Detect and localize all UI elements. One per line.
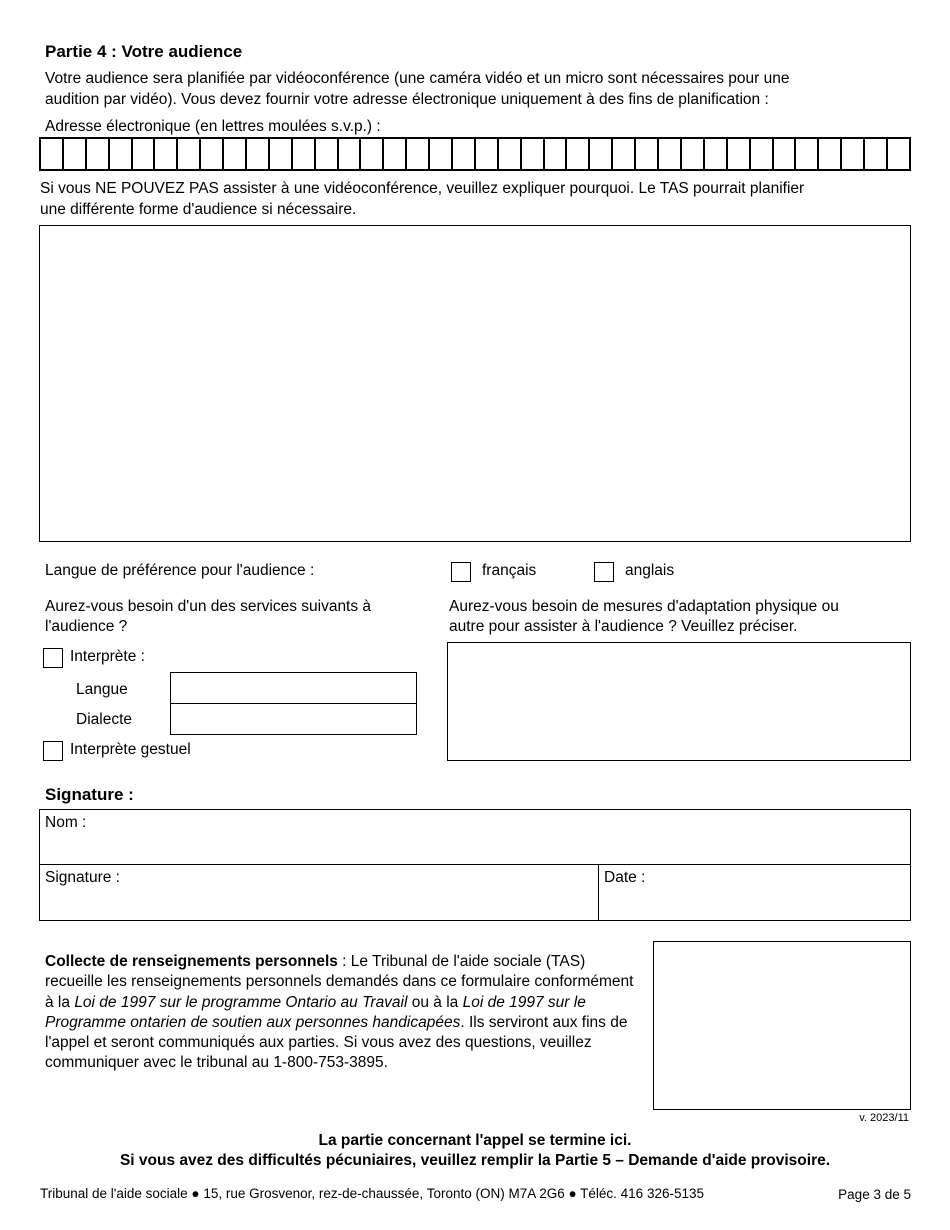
email-char-cell[interactable] [293,139,316,169]
section-title: Partie 4 : Votre audience [45,42,243,61]
email-char-cell[interactable] [384,139,407,169]
privacy-text-1: : Le Tribunal de l'aide sociale (TAS) recueille les renseignements personnels demandés dans ce formulaire conformément à la [45,953,634,1011]
dialecte-label: Dialecte [76,711,132,728]
services-question-line2: l'audience ? [45,618,128,635]
email-char-cell[interactable] [865,139,888,169]
dialecte-input[interactable] [170,703,417,735]
email-char-cell[interactable] [476,139,499,169]
privacy-title: Collecte de renseignements personnels [45,953,338,970]
name-field[interactable] [39,809,911,865]
email-char-cell[interactable] [888,139,909,169]
email-char-cell[interactable] [590,139,613,169]
email-char-cell[interactable] [247,139,270,169]
email-char-cell[interactable] [751,139,774,169]
sign-interpreter-checkbox[interactable] [43,741,63,761]
french-label: français [482,562,537,579]
email-char-cell[interactable] [545,139,568,169]
langue-input[interactable] [170,672,417,704]
accommodation-question-line1: Aurez-vous besoin de mesures d'adaptation physique ou [449,598,839,615]
intro-text-line1: Votre audience sera planifiée par vidéoconférence (une caméra vidéo et un micro sont nécessaires pour une [45,70,790,87]
footer-address: Tribunal de l'aide sociale ● 15, rue Grosvenor, rez-de-chaussée, Toronto (ON) M7A 2G6 ● Téléc. 416 326-5135 [40,1186,704,1201]
no-video-reason-textarea[interactable] [39,225,911,542]
office-use-box [653,941,911,1110]
services-question-line1: Aurez-vous besoin d'un des services suivants à [45,598,372,615]
email-char-cell[interactable] [774,139,797,169]
email-char-cell[interactable] [819,139,842,169]
privacy-text-2: ou à la [407,993,463,1011]
email-char-cell[interactable] [407,139,430,169]
no-video-text-line2: une différente forme d'audience si nécessaire. [40,201,357,218]
signature-label: Signature : [45,869,120,886]
email-char-cell[interactable] [522,139,545,169]
email-char-cell[interactable] [842,139,865,169]
sign-interpreter-label: Interprète gestuel [70,741,191,758]
privacy-text-3: . Ils serviront aux fins de l'appel et seront communiqués aux parties. Si vous avez des questions, veuillez communiquer avec le tribunal au 1-800-753-3895. [45,1013,628,1072]
langue-label: Langue [76,681,128,698]
email-char-cell[interactable] [64,139,87,169]
email-char-cell[interactable] [567,139,590,169]
english-label: anglais [625,562,675,579]
email-char-cell[interactable] [796,139,819,169]
interpreter-checkbox[interactable] [43,648,63,668]
french-checkbox[interactable] [451,562,471,582]
email-char-cell[interactable] [339,139,362,169]
accommodation-textarea[interactable] [447,642,911,761]
email-label: Adresse électronique (en lettres moulées s.v.p.) : [45,118,381,135]
privacy-law-2: Loi de 1997 sur le Programme ontarien de soutien aux personnes handicapées [45,993,586,1031]
email-char-cell[interactable] [110,139,133,169]
email-input-grid[interactable] [39,137,911,171]
closing-line2: Si vous avez des difficultés pécuniaires, veuillez remplir la Partie 5 – Demande d'aide provisoire. [119,1152,831,1169]
email-char-cell[interactable] [87,139,110,169]
interpreter-label: Interprète : [70,648,145,665]
email-char-cell[interactable] [270,139,293,169]
version-label: v. 2023/11 [859,1112,909,1124]
page-number: Page 3 de 5 [838,1187,911,1202]
email-char-cell[interactable] [224,139,247,169]
email-char-cell[interactable] [178,139,201,169]
email-char-cell[interactable] [659,139,682,169]
accommodation-question-line2: autre pour assister à l'audience ? Veuillez préciser. [449,618,798,635]
email-char-cell[interactable] [155,139,178,169]
email-char-cell[interactable] [133,139,156,169]
privacy-law-1: Loi de 1997 sur le programme Ontario au Travail [74,993,408,1011]
privacy-notice [45,952,645,1074]
signature-heading: Signature : [45,785,134,804]
intro-text-line2: audition par vidéo). Vous devez fournir votre adresse électronique uniquement à des fins de planification : [45,91,769,108]
email-char-cell[interactable] [613,139,636,169]
closing-line1: La partie concernant l'appel se termine ici. [318,1132,632,1149]
email-char-cell[interactable] [430,139,453,169]
email-char-cell[interactable] [41,139,64,169]
signature-field[interactable] [39,864,599,921]
english-checkbox[interactable] [594,562,614,582]
email-char-cell[interactable] [201,139,224,169]
email-char-cell[interactable] [316,139,339,169]
email-char-cell[interactable] [705,139,728,169]
email-char-cell[interactable] [499,139,522,169]
language-preference-label: Langue de préférence pour l'audience : [45,562,315,579]
email-char-cell[interactable] [728,139,751,169]
email-char-cell[interactable] [682,139,705,169]
name-label: Nom : [45,814,87,831]
email-char-cell[interactable] [361,139,384,169]
email-char-cell[interactable] [636,139,659,169]
email-char-cell[interactable] [453,139,476,169]
date-label: Date : [604,869,646,886]
date-field[interactable] [598,864,911,921]
no-video-text-line1: Si vous NE POUVEZ PAS assister à une vidéoconférence, veuillez expliquer pourquoi. Le TAS pourrait planifier [40,180,805,197]
